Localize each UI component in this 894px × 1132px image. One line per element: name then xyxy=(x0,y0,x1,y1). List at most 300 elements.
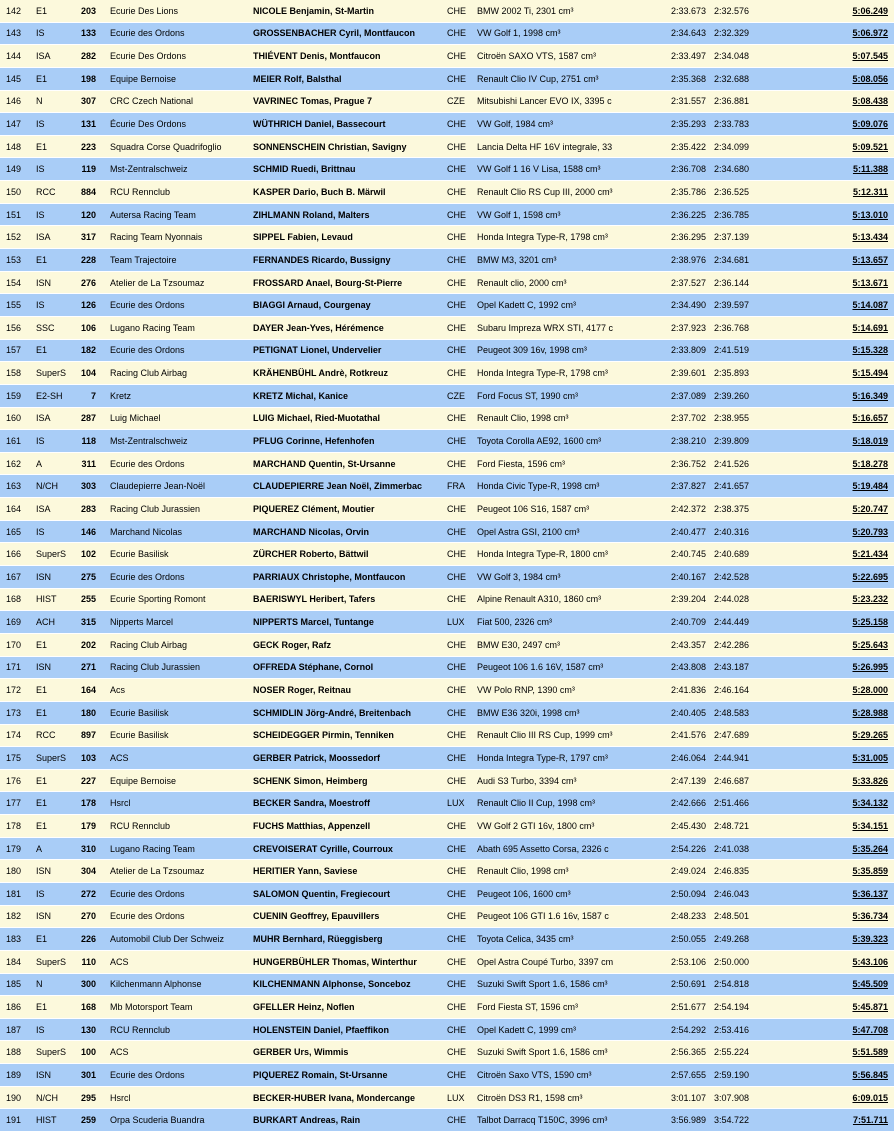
total-time-cell[interactable]: 5:13.010 xyxy=(790,203,894,226)
total-time-cell[interactable]: 5:13.671 xyxy=(790,271,894,294)
rank-cell: 148 xyxy=(0,135,36,158)
driver-cell: MUHR Bernhard, Rüeggisberg xyxy=(253,928,447,951)
rank-cell: 181 xyxy=(0,882,36,905)
driver-cell: PETIGNAT Lionel, Undervelier xyxy=(253,339,447,362)
car-cell: Citroën DS3 R1, 1598 cm³ xyxy=(477,1086,649,1109)
start-number-cell: 311 xyxy=(76,452,110,475)
class-cell: IS xyxy=(36,430,76,453)
rank-cell: 142 xyxy=(0,0,36,22)
run2-time-cell: 2:48.583 xyxy=(710,701,790,724)
total-time-cell[interactable]: 5:20.793 xyxy=(790,520,894,543)
total-time-cell[interactable]: 5:14.087 xyxy=(790,294,894,317)
run2-time-cell: 2:39.260 xyxy=(710,384,790,407)
run2-time-cell: 2:44.028 xyxy=(710,588,790,611)
start-number-cell: 310 xyxy=(76,837,110,860)
nation-cell: CHE xyxy=(447,67,477,90)
nation-cell: CHE xyxy=(447,1041,477,1064)
table-row xyxy=(0,1041,894,1064)
rank-cell: 151 xyxy=(0,203,36,226)
run1-time-cell: 2:47.139 xyxy=(649,769,710,792)
run2-time-cell: 2:43.187 xyxy=(710,656,790,679)
table-row xyxy=(0,611,894,634)
run1-time-cell: 2:46.064 xyxy=(649,747,710,770)
car-cell: Renault clio, 2000 cm³ xyxy=(477,271,649,294)
total-time-cell[interactable]: 5:35.859 xyxy=(790,860,894,883)
team-cell: Ecurie des Ordons xyxy=(110,294,253,317)
rank-cell: 189 xyxy=(0,1064,36,1087)
table-row xyxy=(0,45,894,68)
class-cell: E1 xyxy=(36,679,76,702)
nation-cell: CHE xyxy=(447,905,477,928)
class-cell: E1 xyxy=(36,0,76,22)
run1-time-cell: 2:33.673 xyxy=(649,0,710,22)
rank-cell: 164 xyxy=(0,498,36,521)
class-cell: E1 xyxy=(36,928,76,951)
run1-time-cell: 2:50.691 xyxy=(649,973,710,996)
driver-cell: SCHMID Ruedi, Brittnau xyxy=(253,158,447,181)
rank-cell: 184 xyxy=(0,950,36,973)
total-time-cell[interactable]: 5:13.434 xyxy=(790,226,894,249)
car-cell: Citroën SAXO VTS, 1587 cm³ xyxy=(477,45,649,68)
class-cell: A xyxy=(36,452,76,475)
table-row xyxy=(0,792,894,815)
run1-time-cell: 2:43.808 xyxy=(649,656,710,679)
total-time-cell[interactable]: 5:16.349 xyxy=(790,384,894,407)
class-cell: IS xyxy=(36,22,76,45)
total-time-cell[interactable]: 5:56.845 xyxy=(790,1064,894,1087)
total-time-cell[interactable]: 5:15.494 xyxy=(790,362,894,385)
run1-time-cell: 2:35.368 xyxy=(649,67,710,90)
start-number-cell: 146 xyxy=(76,520,110,543)
run1-time-cell: 2:48.233 xyxy=(649,905,710,928)
run1-time-cell: 2:33.809 xyxy=(649,339,710,362)
run2-time-cell: 3:07.908 xyxy=(710,1086,790,1109)
start-number-cell: 131 xyxy=(76,113,110,136)
table-row xyxy=(0,679,894,702)
total-time-cell[interactable]: 5:22.695 xyxy=(790,566,894,589)
driver-cell: SONNENSCHEIN Christian, Savigny xyxy=(253,135,447,158)
run1-time-cell: 2:40.477 xyxy=(649,520,710,543)
driver-cell: KILCHENMANN Alphonse, Sonceboz xyxy=(253,973,447,996)
car-cell: BMW E30, 2497 cm³ xyxy=(477,633,649,656)
class-cell: E1 xyxy=(36,249,76,272)
team-cell: Ecurie Basilisk xyxy=(110,701,253,724)
total-time-cell[interactable]: 5:34.151 xyxy=(790,815,894,838)
rank-cell: 158 xyxy=(0,362,36,385)
table-row xyxy=(0,928,894,951)
team-cell: Ecurie des Ordons xyxy=(110,882,253,905)
start-number-cell: 104 xyxy=(76,362,110,385)
class-cell: SuperS xyxy=(36,362,76,385)
team-cell: Atelier de La Tzsoumaz xyxy=(110,271,253,294)
total-time-cell[interactable]: 5:47.708 xyxy=(790,1018,894,1041)
rank-cell: 144 xyxy=(0,45,36,68)
nation-cell: CHE xyxy=(447,679,477,702)
table-row xyxy=(0,226,894,249)
car-cell: Citroën Saxo VTS, 1590 cm³ xyxy=(477,1064,649,1087)
class-cell: ISN xyxy=(36,271,76,294)
driver-cell: BURKART Andreas, Rain xyxy=(253,1109,447,1132)
class-cell: ISN xyxy=(36,566,76,589)
total-time-cell[interactable]: 5:34.132 xyxy=(790,792,894,815)
total-time-cell[interactable]: 5:45.871 xyxy=(790,996,894,1019)
total-time-cell[interactable]: 5:19.484 xyxy=(790,475,894,498)
start-number-cell: 203 xyxy=(76,0,110,22)
nation-cell: CHE xyxy=(447,724,477,747)
car-cell: Honda Integra Type-R, 1797 cm³ xyxy=(477,747,649,770)
run2-time-cell: 2:41.038 xyxy=(710,837,790,860)
table-row xyxy=(0,837,894,860)
total-time-cell[interactable]: 5:13.657 xyxy=(790,249,894,272)
total-time-cell[interactable]: 5:25.158 xyxy=(790,611,894,634)
class-cell: E1 xyxy=(36,996,76,1019)
table-row xyxy=(0,67,894,90)
car-cell: Suzuki Swift Sport 1.6, 1586 cm³ xyxy=(477,973,649,996)
nation-cell: LUX xyxy=(447,1086,477,1109)
total-time-cell[interactable]: 5:09.521 xyxy=(790,135,894,158)
table-row xyxy=(0,1086,894,1109)
total-time-cell[interactable]: 5:36.137 xyxy=(790,882,894,905)
rank-cell: 153 xyxy=(0,249,36,272)
table-row xyxy=(0,498,894,521)
class-cell: HIST xyxy=(36,588,76,611)
total-time-cell[interactable]: 5:36.734 xyxy=(790,905,894,928)
team-cell: ACS xyxy=(110,747,253,770)
team-cell: Ecurie des Ordons xyxy=(110,22,253,45)
nation-cell: CHE xyxy=(447,566,477,589)
nation-cell: CHE xyxy=(447,135,477,158)
run1-time-cell: 2:51.677 xyxy=(649,996,710,1019)
rank-cell: 172 xyxy=(0,679,36,702)
team-cell: Racing Team Nyonnais xyxy=(110,226,253,249)
rank-cell: 188 xyxy=(0,1041,36,1064)
run1-time-cell: 2:56.365 xyxy=(649,1041,710,1064)
run2-time-cell: 2:34.048 xyxy=(710,45,790,68)
nation-cell: CHE xyxy=(447,633,477,656)
rank-cell: 163 xyxy=(0,475,36,498)
rank-cell: 146 xyxy=(0,90,36,113)
nation-cell: CHE xyxy=(447,815,477,838)
total-time-cell[interactable]: 5:12.311 xyxy=(790,181,894,204)
class-cell: N/CH xyxy=(36,475,76,498)
team-cell: Racing Club Airbag xyxy=(110,362,253,385)
total-time-cell[interactable]: 5:23.232 xyxy=(790,588,894,611)
table-row xyxy=(0,633,894,656)
car-cell: Honda Integra Type-R, 1798 cm³ xyxy=(477,362,649,385)
team-cell: Marchand Nicolas xyxy=(110,520,253,543)
run1-time-cell: 2:50.094 xyxy=(649,882,710,905)
run1-time-cell: 2:40.745 xyxy=(649,543,710,566)
team-cell: Hsrcl xyxy=(110,1086,253,1109)
nation-cell: FRA xyxy=(447,475,477,498)
total-time-cell[interactable]: 5:35.264 xyxy=(790,837,894,860)
car-cell: Talbot Darracq T150C, 3996 cm³ xyxy=(477,1109,649,1132)
class-cell: ISN xyxy=(36,656,76,679)
run2-time-cell: 2:38.375 xyxy=(710,498,790,521)
car-cell: Alpine Renault A310, 1860 cm³ xyxy=(477,588,649,611)
class-cell: N xyxy=(36,973,76,996)
run2-time-cell: 2:40.316 xyxy=(710,520,790,543)
total-time-cell[interactable]: 5:18.278 xyxy=(790,452,894,475)
car-cell: Ford Fiesta, 1596 cm³ xyxy=(477,452,649,475)
class-cell: ISN xyxy=(36,905,76,928)
start-number-cell: 272 xyxy=(76,882,110,905)
driver-cell: PIQUEREZ Romain, St-Ursanne xyxy=(253,1064,447,1087)
car-cell: Peugeot 106, 1600 cm³ xyxy=(477,882,649,905)
total-time-cell[interactable]: 5:29.265 xyxy=(790,724,894,747)
start-number-cell: 282 xyxy=(76,45,110,68)
run1-time-cell: 2:41.576 xyxy=(649,724,710,747)
start-number-cell: 118 xyxy=(76,430,110,453)
car-cell: Renault Clio, 1998 cm³ xyxy=(477,860,649,883)
driver-cell: KRETZ Michal, Kanice xyxy=(253,384,447,407)
run1-time-cell: 2:57.655 xyxy=(649,1064,710,1087)
team-cell: CRC Czech National xyxy=(110,90,253,113)
total-time-cell[interactable]: 5:15.328 xyxy=(790,339,894,362)
car-cell: VW Golf 1 16 V Lisa, 1588 cm³ xyxy=(477,158,649,181)
driver-cell: FROSSARD Anael, Bourg-St-Pierre xyxy=(253,271,447,294)
driver-cell: NIPPERTS Marcel, Tuntange xyxy=(253,611,447,634)
team-cell: Ecurie des Ordons xyxy=(110,452,253,475)
car-cell: VW Golf 1, 1998 cm³ xyxy=(477,22,649,45)
team-cell: Lugano Racing Team xyxy=(110,837,253,860)
class-cell: HIST xyxy=(36,1109,76,1132)
team-cell: Ecurie des Ordons xyxy=(110,905,253,928)
start-number-cell: 897 xyxy=(76,724,110,747)
team-cell: Orpa Scuderia Buandra xyxy=(110,1109,253,1132)
car-cell: Subaru Impreza WRX STI, 4177 c xyxy=(477,316,649,339)
car-cell: Renault Clio II Cup, 1998 cm³ xyxy=(477,792,649,815)
total-time-cell[interactable]: 5:28.988 xyxy=(790,701,894,724)
class-cell: ISA xyxy=(36,226,76,249)
total-time-cell[interactable]: 5:43.106 xyxy=(790,950,894,973)
driver-cell: VAVRINEC Tomas, Prague 7 xyxy=(253,90,447,113)
car-cell: Abath 695 Assetto Corsa, 2326 c xyxy=(477,837,649,860)
total-time-cell[interactable]: 5:26.995 xyxy=(790,656,894,679)
rank-cell: 171 xyxy=(0,656,36,679)
nation-cell: CHE xyxy=(447,294,477,317)
driver-cell: SCHEIDEGGER Pirmin, Tenniken xyxy=(253,724,447,747)
run2-time-cell: 2:34.099 xyxy=(710,135,790,158)
class-cell: E1 xyxy=(36,135,76,158)
class-cell: E1 xyxy=(36,769,76,792)
class-cell: ISA xyxy=(36,407,76,430)
start-number-cell: 178 xyxy=(76,792,110,815)
rank-cell: 180 xyxy=(0,860,36,883)
car-cell: BMW M3, 3201 cm³ xyxy=(477,249,649,272)
run2-time-cell: 2:54.194 xyxy=(710,996,790,1019)
nation-cell: CHE xyxy=(447,249,477,272)
driver-cell: SCHMIDLIN Jörg-André, Breitenbach xyxy=(253,701,447,724)
team-cell: Kilchenmann Alphonse xyxy=(110,973,253,996)
run2-time-cell: 2:32.329 xyxy=(710,22,790,45)
run2-time-cell: 2:51.466 xyxy=(710,792,790,815)
class-cell: A xyxy=(36,837,76,860)
total-time-cell[interactable]: 6:09.015 xyxy=(790,1086,894,1109)
car-cell: Mitsubishi Lancer EVO IX, 3395 c xyxy=(477,90,649,113)
start-number-cell: 295 xyxy=(76,1086,110,1109)
class-cell: ISN xyxy=(36,1064,76,1087)
run1-time-cell: 2:42.666 xyxy=(649,792,710,815)
table-row xyxy=(0,271,894,294)
class-cell: SuperS xyxy=(36,1041,76,1064)
driver-cell: HUNGERBÜHLER Thomas, Winterthur xyxy=(253,950,447,973)
team-cell: Team Trajectoire xyxy=(110,249,253,272)
table-row xyxy=(0,1018,894,1041)
nation-cell: CHE xyxy=(447,1064,477,1087)
total-time-cell[interactable]: 5:11.388 xyxy=(790,158,894,181)
table-row xyxy=(0,0,894,22)
total-time-cell[interactable]: 5:21.434 xyxy=(790,543,894,566)
start-number-cell: 168 xyxy=(76,996,110,1019)
run2-time-cell: 2:41.657 xyxy=(710,475,790,498)
total-time-cell[interactable]: 7:51.711 xyxy=(790,1109,894,1132)
driver-cell: KASPER Dario, Buch B. Märwil xyxy=(253,181,447,204)
total-time-cell[interactable]: 5:39.323 xyxy=(790,928,894,951)
team-cell: Mst-Zentralschweiz xyxy=(110,158,253,181)
start-number-cell: 303 xyxy=(76,475,110,498)
table-row xyxy=(0,656,894,679)
run2-time-cell: 2:36.785 xyxy=(710,203,790,226)
driver-cell: FERNANDES Ricardo, Bussigny xyxy=(253,249,447,272)
rank-cell: 165 xyxy=(0,520,36,543)
car-cell: Renault Clio, 1998 cm³ xyxy=(477,407,649,430)
nation-cell: CHE xyxy=(447,45,477,68)
nation-cell: CHE xyxy=(447,769,477,792)
total-time-cell[interactable]: 5:33.826 xyxy=(790,769,894,792)
start-number-cell: 301 xyxy=(76,1064,110,1087)
run2-time-cell: 2:40.689 xyxy=(710,543,790,566)
total-time-cell[interactable]: 5:28.000 xyxy=(790,679,894,702)
run1-time-cell: 2:37.702 xyxy=(649,407,710,430)
nation-cell: CHE xyxy=(447,181,477,204)
driver-cell: FUCHS Matthias, Appenzell xyxy=(253,815,447,838)
car-cell: VW Golf 3, 1984 cm³ xyxy=(477,566,649,589)
driver-cell: SCHENK Simon, Heimberg xyxy=(253,769,447,792)
team-cell: Automobil Club Der Schweiz xyxy=(110,928,253,951)
nation-cell: CZE xyxy=(447,90,477,113)
rank-cell: 190 xyxy=(0,1086,36,1109)
start-number-cell: 304 xyxy=(76,860,110,883)
driver-cell: PIQUEREZ Clément, Moutier xyxy=(253,498,447,521)
nation-cell: CHE xyxy=(447,520,477,543)
car-cell: Honda Integra Type-R, 1798 cm³ xyxy=(477,226,649,249)
total-time-cell[interactable]: 5:14.691 xyxy=(790,316,894,339)
start-number-cell: 315 xyxy=(76,611,110,634)
total-time-cell[interactable]: 5:45.509 xyxy=(790,973,894,996)
class-cell: ACH xyxy=(36,611,76,634)
nation-cell: CHE xyxy=(447,837,477,860)
table-row xyxy=(0,882,894,905)
start-number-cell: 227 xyxy=(76,769,110,792)
start-number-cell: 198 xyxy=(76,67,110,90)
run1-time-cell: 2:45.430 xyxy=(649,815,710,838)
run1-time-cell: 2:36.708 xyxy=(649,158,710,181)
total-time-cell[interactable]: 5:16.657 xyxy=(790,407,894,430)
start-number-cell: 307 xyxy=(76,90,110,113)
run2-time-cell: 2:41.519 xyxy=(710,339,790,362)
class-cell: IS xyxy=(36,203,76,226)
team-cell: ACS xyxy=(110,1041,253,1064)
start-number-cell: 133 xyxy=(76,22,110,45)
driver-cell: OFFREDA Stéphane, Cornol xyxy=(253,656,447,679)
run2-time-cell: 2:36.525 xyxy=(710,181,790,204)
nation-cell: CZE xyxy=(447,384,477,407)
total-time-cell[interactable]: 5:25.643 xyxy=(790,633,894,656)
run2-time-cell: 2:49.268 xyxy=(710,928,790,951)
run2-time-cell: 2:46.043 xyxy=(710,882,790,905)
run2-time-cell: 2:42.286 xyxy=(710,633,790,656)
run1-time-cell: 2:33.497 xyxy=(649,45,710,68)
car-cell: Peugeot 106 GTI 1.6 16v, 1587 c xyxy=(477,905,649,928)
run1-time-cell: 2:35.422 xyxy=(649,135,710,158)
rank-cell: 177 xyxy=(0,792,36,815)
table-row xyxy=(0,135,894,158)
driver-cell: LUIG Michael, Ried-Muotathal xyxy=(253,407,447,430)
start-number-cell: 180 xyxy=(76,701,110,724)
total-time-cell[interactable]: 5:31.005 xyxy=(790,747,894,770)
nation-cell: CHE xyxy=(447,588,477,611)
start-number-cell: 202 xyxy=(76,633,110,656)
class-cell: E1 xyxy=(36,633,76,656)
total-time-cell[interactable]: 5:06.972 xyxy=(790,22,894,45)
nation-cell: CHE xyxy=(447,0,477,22)
total-time-cell[interactable]: 5:07.545 xyxy=(790,45,894,68)
nation-cell: CHE xyxy=(447,452,477,475)
class-cell: N/CH xyxy=(36,1086,76,1109)
driver-cell: MARCHAND Quentin, St-Ursanne xyxy=(253,452,447,475)
rank-cell: 183 xyxy=(0,928,36,951)
start-number-cell: 102 xyxy=(76,543,110,566)
rank-cell: 147 xyxy=(0,113,36,136)
table-row xyxy=(0,384,894,407)
total-time-cell[interactable]: 5:08.438 xyxy=(790,90,894,113)
run1-time-cell: 2:36.225 xyxy=(649,203,710,226)
team-cell: Kretz xyxy=(110,384,253,407)
run2-time-cell: 3:54.722 xyxy=(710,1109,790,1132)
start-number-cell: 119 xyxy=(76,158,110,181)
total-time-cell[interactable]: 5:06.249 xyxy=(790,0,894,22)
total-time-cell[interactable]: 5:18.019 xyxy=(790,430,894,453)
car-cell: BMW 2002 Ti, 2301 cm³ xyxy=(477,0,649,22)
car-cell: Toyota Celica, 3435 cm³ xyxy=(477,928,649,951)
start-number-cell: 110 xyxy=(76,950,110,973)
table-row xyxy=(0,950,894,973)
table-row xyxy=(0,701,894,724)
driver-cell: GFELLER Heinz, Noflen xyxy=(253,996,447,1019)
driver-cell: ZÜRCHER Roberto, Bättwil xyxy=(253,543,447,566)
class-cell: E1 xyxy=(36,792,76,815)
rank-cell: 185 xyxy=(0,973,36,996)
class-cell: N xyxy=(36,90,76,113)
rank-cell: 167 xyxy=(0,566,36,589)
rank-cell: 156 xyxy=(0,316,36,339)
total-time-cell[interactable]: 5:51.589 xyxy=(790,1041,894,1064)
car-cell: Honda Civic Type-R, 1998 cm³ xyxy=(477,475,649,498)
start-number-cell: 300 xyxy=(76,973,110,996)
run2-time-cell: 2:33.783 xyxy=(710,113,790,136)
rank-cell: 155 xyxy=(0,294,36,317)
team-cell: Equipe Bernoise xyxy=(110,769,253,792)
run2-time-cell: 2:36.144 xyxy=(710,271,790,294)
nation-cell: CHE xyxy=(447,430,477,453)
rank-cell: 175 xyxy=(0,747,36,770)
driver-cell: PFLUG Corinne, Hefenhofen xyxy=(253,430,447,453)
rank-cell: 166 xyxy=(0,543,36,566)
total-time-cell[interactable]: 5:20.747 xyxy=(790,498,894,521)
total-time-cell[interactable]: 5:09.076 xyxy=(790,113,894,136)
total-time-cell[interactable]: 5:08.056 xyxy=(790,67,894,90)
